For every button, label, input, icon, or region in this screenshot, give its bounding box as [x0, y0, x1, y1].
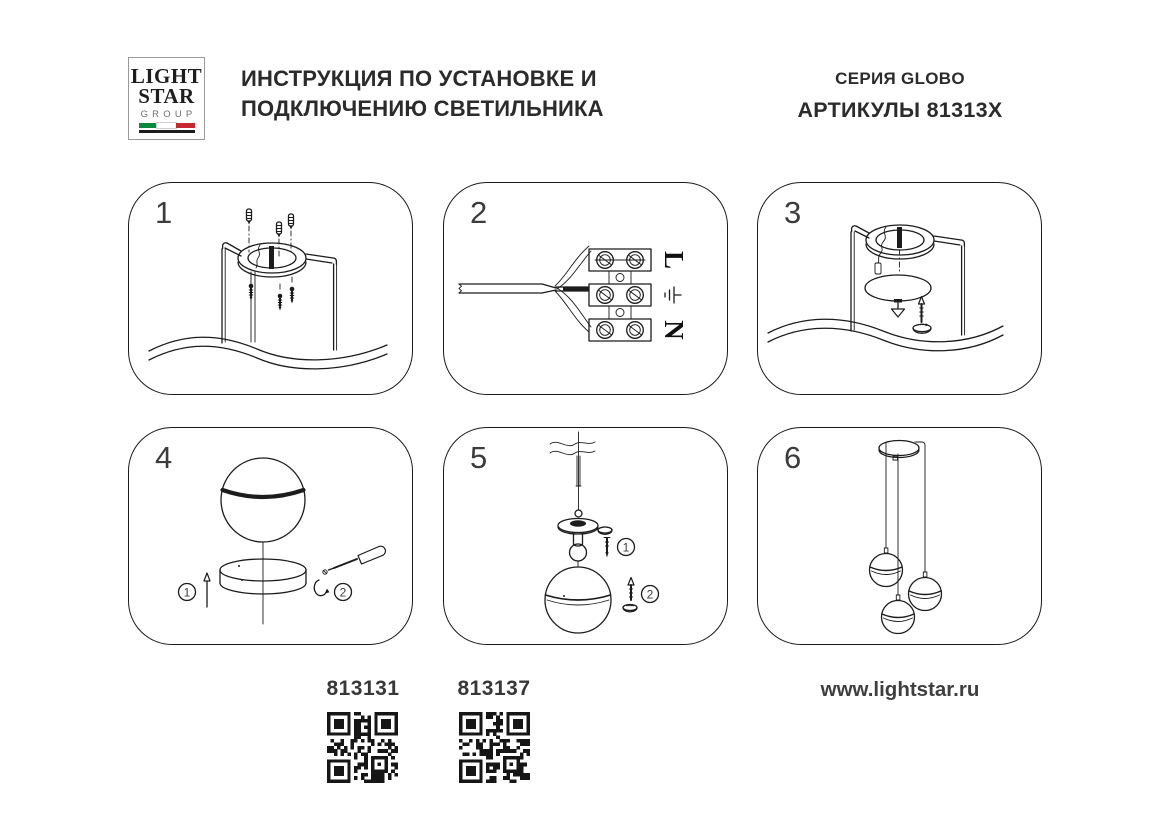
step-1-panel	[128, 182, 413, 395]
italian-flag-stripe	[139, 123, 195, 128]
logo-word-star: STAR	[138, 84, 195, 108]
pendant-canopy	[558, 519, 598, 535]
fastener-cap	[623, 605, 637, 612]
callout-2-label: 2	[646, 587, 654, 602]
step-6-diagram-finished-fixture	[758, 428, 1043, 646]
ground-symbol	[665, 287, 681, 303]
terminal-screws	[597, 252, 644, 339]
logo-word-light: LIGHT	[130, 64, 203, 88]
logo-word-group: GROUP	[140, 109, 197, 120]
turn-arrow	[314, 580, 326, 596]
wall-anchor	[247, 209, 252, 252]
website-url: www.lightstar.ru	[820, 678, 980, 701]
step-1-diagram-mounting-bracket	[129, 183, 414, 396]
qr-code-article-813137	[459, 712, 530, 783]
title-line-2: ПОДКЛЮЧЕНИЮ СВЕТИЛЬНИКА	[241, 96, 604, 121]
callout-2-label: 2	[339, 585, 347, 600]
terminal-label-neutral: N	[659, 320, 689, 340]
step-6-number: 6	[784, 440, 802, 475]
articles-label: АРТИКУЛЫ 81313X	[797, 98, 1003, 122]
ceiling-canopy	[879, 441, 919, 461]
step-2-panel	[443, 182, 728, 395]
step-3-diagram-canopy-install	[758, 183, 1043, 396]
step-3-number: 3	[784, 195, 802, 230]
terminal-block	[589, 249, 651, 341]
page-title	[241, 64, 604, 124]
step-2-number: 2	[470, 195, 488, 230]
lightstar-logo	[128, 57, 205, 140]
step-1-number: 1	[155, 195, 173, 230]
screwdriver	[329, 546, 386, 570]
qr-code-article-813131	[327, 712, 398, 783]
step-2-diagram-terminal-wiring	[444, 183, 729, 396]
step-5-number: 5	[470, 440, 488, 475]
flag-underline	[139, 130, 195, 133]
step-6-panel	[757, 427, 1042, 645]
terminal-label-live: L	[659, 250, 689, 270]
step-4-panel	[128, 427, 413, 645]
article-number-right: 813137	[457, 677, 531, 700]
decorative-cap	[913, 323, 931, 333]
callout-1-label: 1	[183, 585, 191, 600]
callout-1-label: 1	[622, 540, 630, 555]
step-4-diagram-sphere-and-ring	[129, 428, 414, 646]
wall-anchor	[277, 222, 282, 258]
step-3-panel	[757, 182, 1042, 395]
mounting-screw	[278, 284, 283, 311]
series-label: СЕРИЯ GLOBO	[835, 69, 965, 88]
title-line-1: ИНСТРУКЦИЯ ПО УСТАНОВКЕ И	[241, 66, 597, 91]
mounting-screw	[290, 277, 295, 304]
article-number-left: 813131	[326, 677, 400, 700]
series-block	[740, 69, 1060, 123]
step-5-diagram-pendant-assembly	[444, 428, 729, 646]
mounting-screw	[249, 274, 254, 301]
glass-sphere	[221, 458, 305, 542]
fastener-cap	[598, 527, 612, 535]
step-4-number: 4	[155, 440, 173, 475]
step-5-panel	[443, 427, 728, 645]
